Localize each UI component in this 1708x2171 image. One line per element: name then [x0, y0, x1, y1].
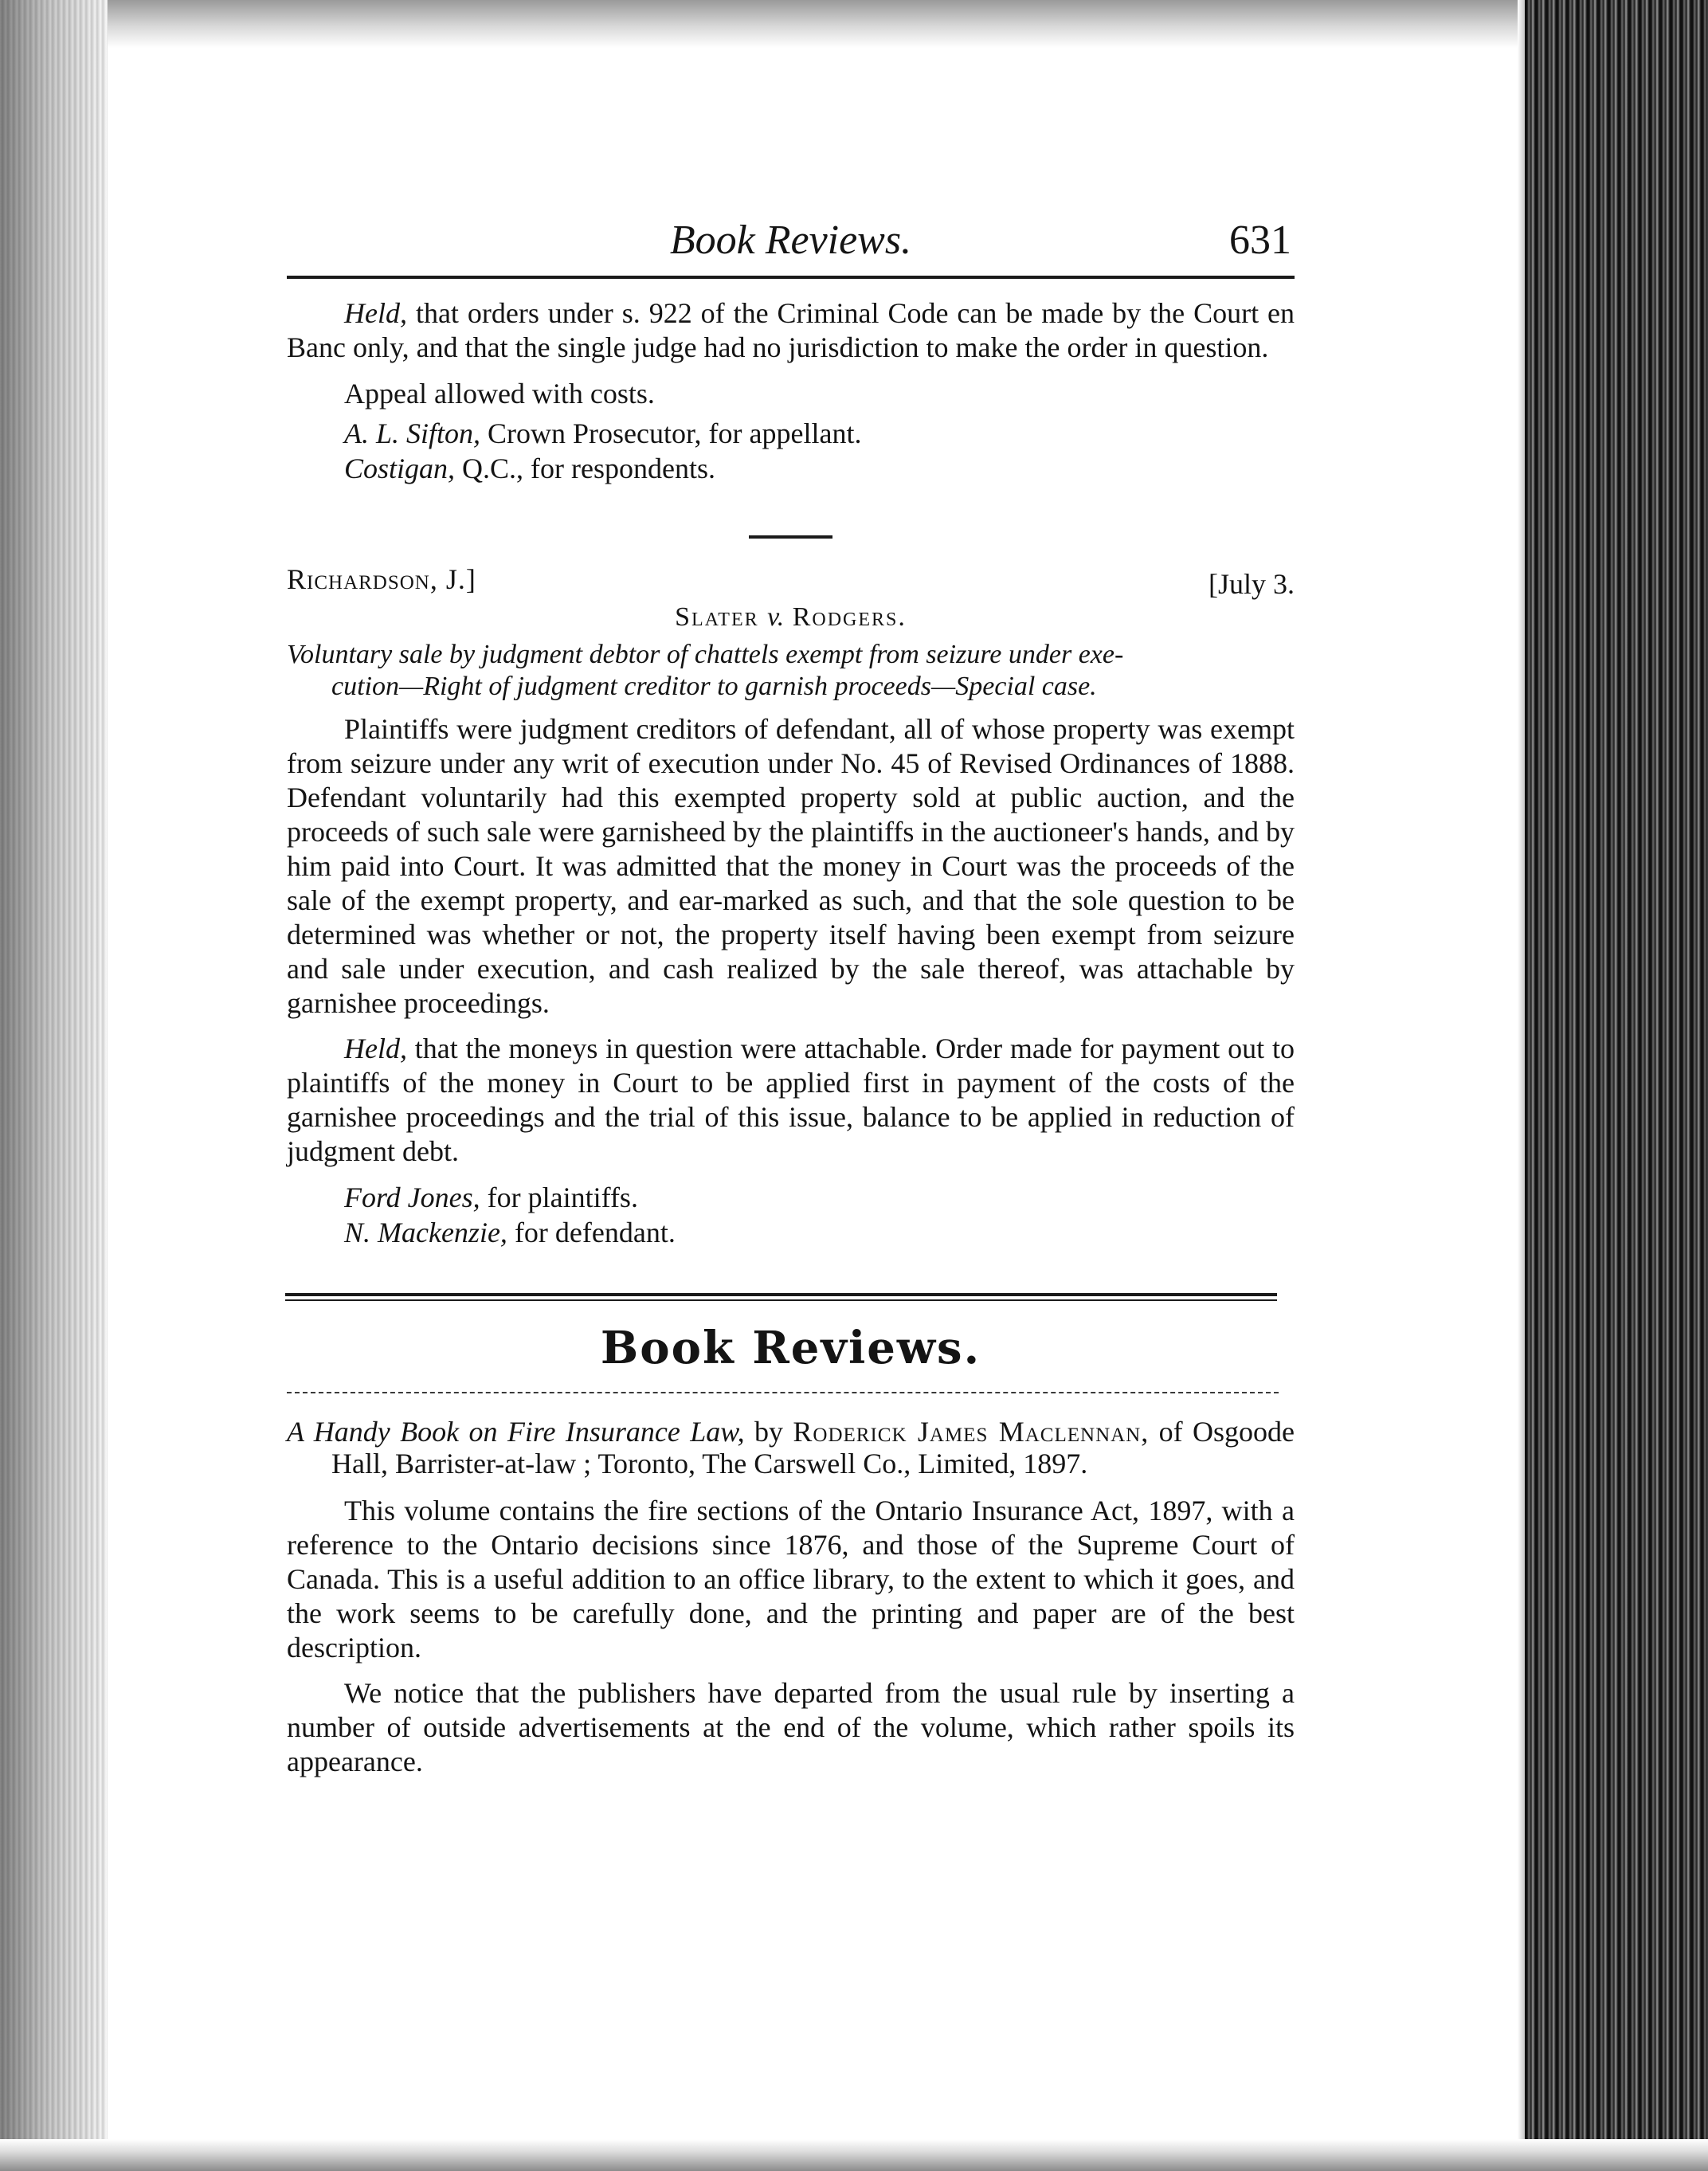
headnote-line-2: cution—Right of judgment creditor to garnish proceeds—Special case. [331, 672, 1097, 701]
counsel-role: for plaintiffs. [487, 1182, 638, 1213]
case-name [287, 602, 1295, 633]
held-text: that orders under s. 922 of the Criminal Code can be made by the Court en Banc only, and that the single judge had no jurisdiction to make the order in question. [287, 297, 1295, 363]
counsel-role: Crown Prosecutor, for appellant. [488, 417, 862, 449]
case-date: [July 3. [1209, 568, 1295, 600]
previous-case-held [287, 296, 1295, 365]
court-line [287, 562, 1295, 602]
book-entry [287, 1416, 1295, 1479]
counsel-line [287, 1215, 1295, 1250]
case-held [287, 1032, 1295, 1169]
page-number: 631 [1229, 217, 1291, 263]
counsel-name: N. Mackenzie, [344, 1217, 507, 1248]
case-facts: Plaintiffs were judgment creditors of defendant, all of whose property was exempt from seizure under any writ of execution under No. 45 of Revised Ordinances of 1888. Defendant voluntarily had this exempted property sold at public auction, and the proceeds of such sale were garnisheed by the plaintiffs in the auctioneer's hands, and by him paid into Court. It was admitted that the money in Court was the proceeds of the sale of the exempt property, and ear-marked as such, and that the sole question to be determined was whether or not, the property itself having been exempt from seizure and sale under execution, and cash realized by the sale thereof, was attachable by garnishee proceedings. [287, 713, 1295, 1019]
counsel-line [287, 1180, 1295, 1215]
judge-name: Richardson, J.] [287, 563, 476, 595]
section-dotted-rule [287, 1392, 1279, 1393]
counsel-name: A. L. Sifton, [344, 417, 481, 449]
book-author: Roderick James Maclennan, [793, 1416, 1150, 1448]
section-double-rule [285, 1293, 1277, 1301]
section-title: Book Reviews. [600, 1322, 981, 1374]
review-paragraph: This volume contains the fire sections of the Ontario Insurance Act, 1897, with a reference to the Ontario decisions since 1876, and those of the Supreme Court of Canada. This is a useful addition to an office library, to the extent to which it goes, and the work seems to be carefully done, and the printing and paper are of the best description. [287, 1495, 1295, 1664]
book-details: of Osgoode Hall, Barrister-at-law ; Toronto, The Carswell Co., Limited, 1897. [331, 1416, 1295, 1479]
held-label: Held, [344, 297, 407, 329]
counsel-role: for defendant. [514, 1217, 676, 1248]
counsel-line [287, 416, 1295, 451]
held-text: that the moneys in question were attachable. Order made for payment out to plaintiffs of the money in Court to be applied first in payment of the costs of the garnishee proceedings and the trial of this issue, balance to be applied in reduction of judgment debt. [287, 1033, 1295, 1167]
counsel-name: Ford Jones, [344, 1182, 480, 1213]
running-head [287, 215, 1295, 279]
headnote [287, 639, 1295, 703]
counsel-line [287, 451, 1295, 486]
scan-shadow-left [0, 0, 108, 2171]
versus: v. [767, 602, 785, 632]
review-paragraph: We notice that the publishers have departed from the usual rule by inserting a number of outside advertisements at the end of the volume, which rather spoils its appearance. [287, 1677, 1295, 1777]
previous-case-result: Appeal allowed with costs. [344, 378, 655, 410]
party-defendant: Rodgers. [792, 602, 907, 632]
counsel-name: Costigan, [344, 453, 456, 484]
scan-shadow-top [0, 0, 1708, 48]
party-plaintiff: Slater [675, 602, 759, 632]
book-title: A Handy Book on Fire Insurance Law, [287, 1416, 745, 1448]
book-spine-edge [1525, 0, 1708, 2171]
scan-shadow-bottom [0, 2139, 1708, 2171]
running-title: Book Reviews. [669, 217, 912, 263]
held-label: Held, [344, 1033, 407, 1064]
headnote-line-1: Voluntary sale by judgment debtor of chattels exempt from seizure under exe- [287, 640, 1124, 669]
page-content [287, 215, 1295, 1779]
book-by: by [754, 1416, 783, 1448]
counsel-role: Q.C., for respondents. [462, 453, 715, 484]
case-separator-rule [749, 535, 832, 539]
